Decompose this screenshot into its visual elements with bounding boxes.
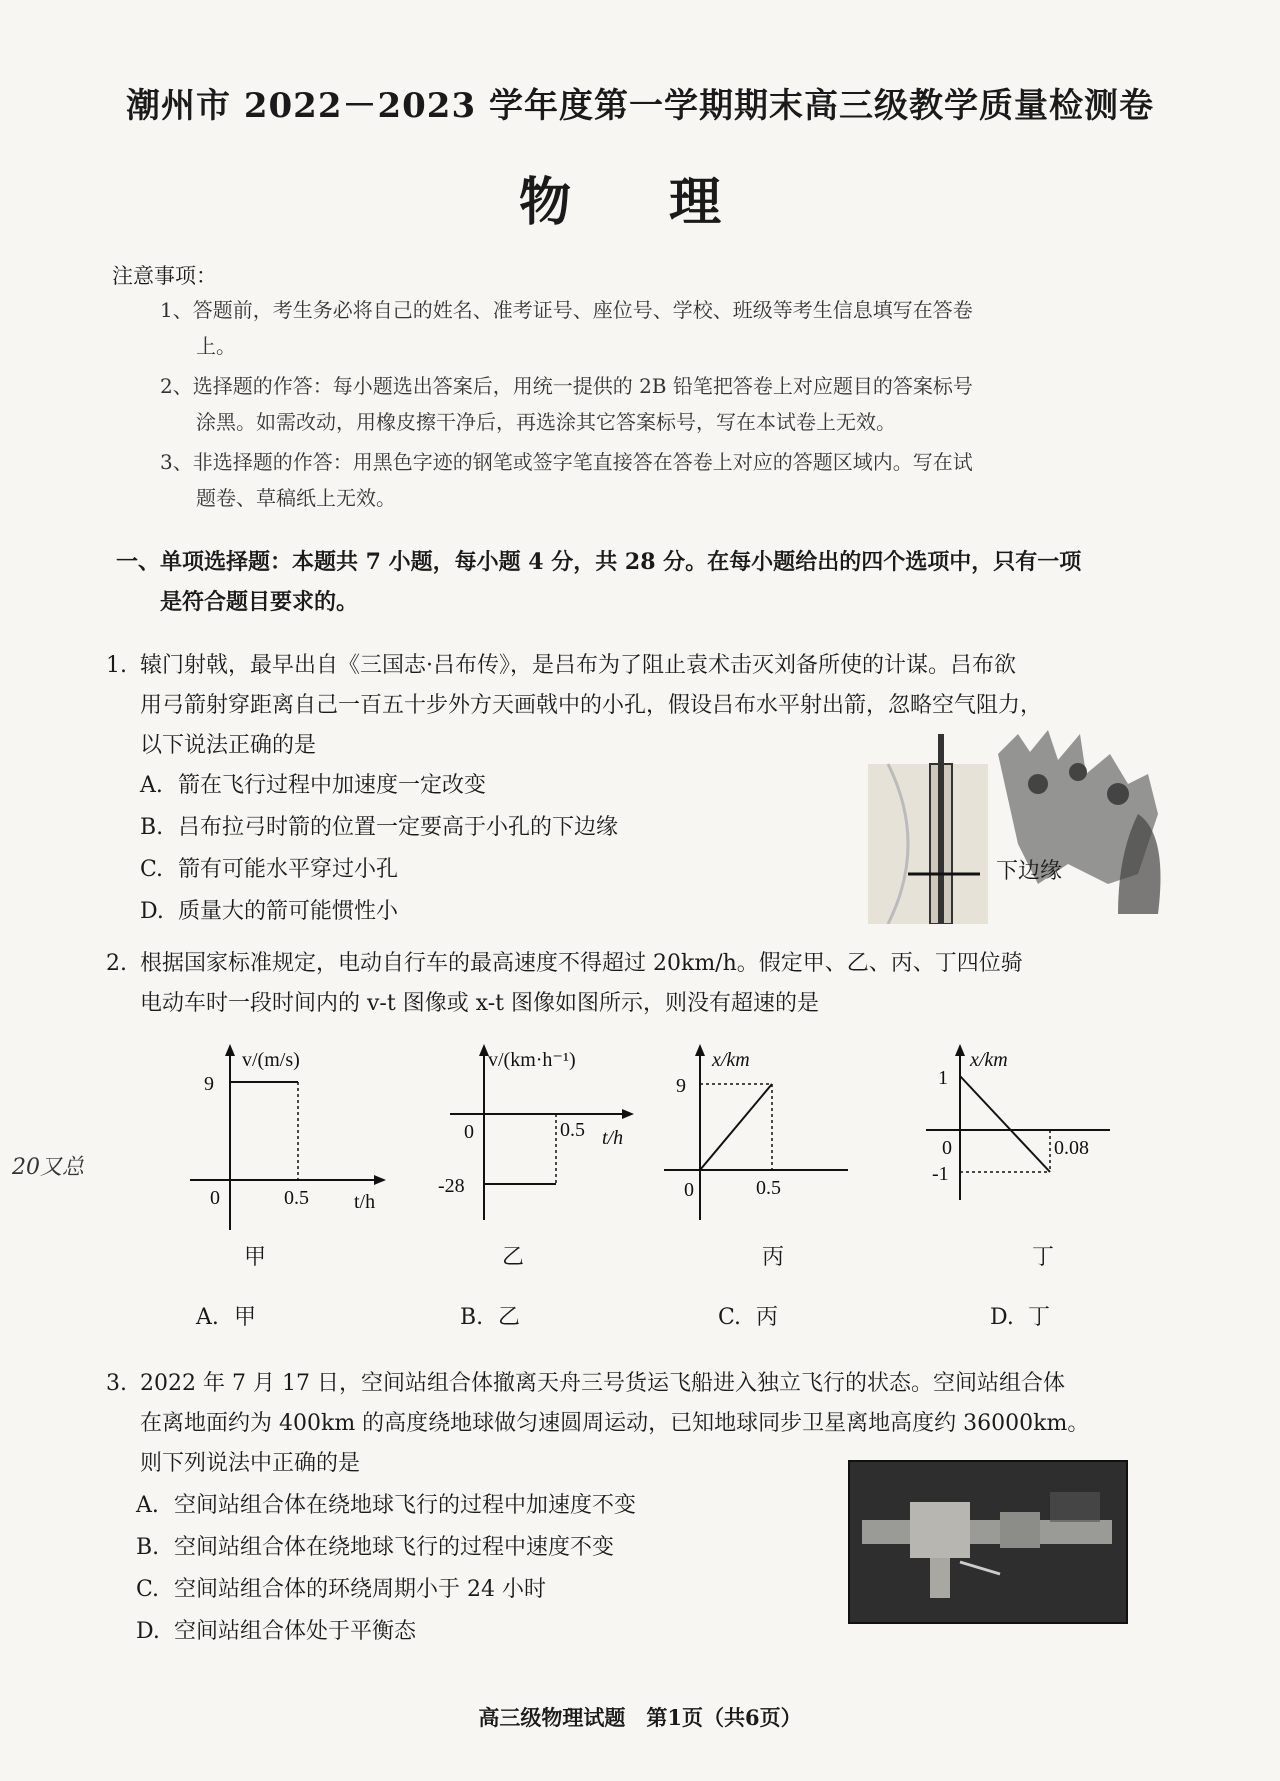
notice-item-1: 1、答题前，考生务必将自己的姓名、准考证号、座位号、学校、班级等考生信息填写在答卷 上。 (160, 298, 973, 358)
tick-label-x: 0.08 (1054, 1137, 1089, 1159)
tick-label-y-positive: 1 (938, 1067, 948, 1089)
graph-bing (660, 1040, 860, 1240)
q1-option-a[interactable]: A. 箭在飞行过程中加速度一定改变 (140, 773, 487, 798)
axis-label-y: x/km (970, 1049, 1008, 1071)
handwritten-margin-note: 20又总 (12, 1155, 84, 1180)
axis-label-y: v/(m/s) (242, 1049, 300, 1071)
q3-option-c[interactable]: C. 空间站组合体的环绕周期小于 24 小时 (136, 1577, 546, 1602)
q1-option-b[interactable]: B. 吕布拉弓时箭的位置一定要高于小孔的下边缘 (140, 815, 619, 840)
axis-label-y: x/km (712, 1049, 750, 1071)
tick-label-y-negative: -1 (932, 1163, 949, 1185)
notice-item-3: 3、非选择题的作答：用黑色字迹的钢笔或签字笔直接答在答卷上对应的答题区域内。写在试 题卷、草稿纸上无效。 (160, 450, 973, 510)
tick-label-y: 9 (676, 1075, 686, 1097)
q3-option-a[interactable]: A. 空间站组合体在绕地球飞行的过程中加速度不变 (136, 1493, 637, 1518)
subject-title: 物 理 (518, 172, 762, 233)
axis-label-x: t/h (354, 1191, 376, 1213)
tick-label-y: -28 (438, 1175, 465, 1197)
question-number: 3. (106, 1371, 127, 1396)
lower-edge-label: 下边缘 (996, 859, 1063, 884)
q3-option-d[interactable]: D. 空间站组合体处于平衡态 (136, 1619, 417, 1644)
graph-jia (190, 1040, 390, 1240)
origin-label: 0 (464, 1121, 474, 1143)
question-3: 3. 2022 年 7 月 17 日，空间站组合体撤离天舟三号货运飞船进入独立飞行的状态。空间站组合体 在离地面约为 400km 的高度绕地球做匀速圆周运动，已知地球同步卫星离地高度约 36000km。 则下列说法中正确的是 (106, 1364, 1246, 1484)
notice-item-2: 2、选择题的作答：每小题选出答案后，用统一提供的 2B 铅笔把答卷上对应题目的答案标号 涂黑。如需改动，用橡皮擦干净后，再选涂其它答案标号，写在本试卷上无效。 (160, 374, 973, 434)
question-1: 1. 辕门射戟，最早出自《三国志·吕布传》，是吕布为了阻止袁术击灭刘备所使的计谋。吕布欲 用弓箭射穿距离自己一百五十步外方天画戟中的小孔，假设吕布水平射出箭，忽略空气阻力， 以下说法正确的是 (106, 646, 1226, 766)
tick-label-x: 0.5 (284, 1187, 309, 1209)
axis-label-x: t/h (602, 1127, 624, 1149)
q2-option-c[interactable]: C. 丙 (718, 1305, 779, 1330)
q1-option-d[interactable]: D. 质量大的箭可能惯性小 (140, 899, 399, 924)
page-footer: 高三级物理试题 第1页（共6页） (478, 1705, 802, 1730)
graph-caption-ding: 丁 (1032, 1245, 1055, 1270)
space-station-photo (848, 1460, 1128, 1624)
q3-option-b[interactable]: B. 空间站组合体在绕地球飞行的过程中速度不变 (136, 1535, 615, 1560)
origin-label: 0 (684, 1179, 694, 1201)
q2-option-a[interactable]: A. 甲 (196, 1305, 257, 1330)
q2-option-d[interactable]: D. 丁 (990, 1305, 1051, 1330)
graph-caption-jia: 甲 (244, 1245, 267, 1270)
question-2: 2. 根据国家标准规定，电动自行车的最高速度不得超过 20km/h。假定甲、乙、丙、丁四位骑 电动车时一段时间内的 v-t 图像或 x-t 图像如图所示，则没有超速的是 (106, 944, 1226, 1024)
q1-illustration (868, 724, 1184, 924)
space-station-image (850, 1462, 1126, 1622)
graph-ding (910, 1040, 1140, 1240)
q2-option-b[interactable]: B. 乙 (460, 1305, 521, 1330)
tick-label-x: 0.5 (756, 1177, 781, 1199)
notice-heading: 注意事项： (112, 264, 217, 288)
graph-caption-bing: 丙 (762, 1245, 785, 1270)
question-number: 1. (106, 653, 127, 678)
section-heading: 一、单项选择题：本题共 7 小题，每小题 4 分，共 28 分。在每小题给出的四个选项中，只有一项 是符合题目要求的。 (116, 549, 1082, 615)
halberd-scene-image (868, 724, 1184, 924)
origin-label: 0 (942, 1137, 952, 1159)
tick-label-x: 0.5 (560, 1119, 585, 1141)
graph-yi (430, 1040, 650, 1240)
q1-option-c[interactable]: C. 箭有可能水平穿过小孔 (140, 857, 399, 882)
graph-caption-yi: 乙 (502, 1245, 525, 1270)
question-number: 2. (106, 951, 127, 976)
axis-label-y: v/(km·h⁻¹) (488, 1049, 576, 1071)
tick-label-y: 9 (204, 1073, 214, 1095)
origin-label: 0 (210, 1187, 220, 1209)
exam-title: 潮州市 2022－2023 学年度第一学期期末高三级教学质量检测卷 (126, 86, 1154, 126)
